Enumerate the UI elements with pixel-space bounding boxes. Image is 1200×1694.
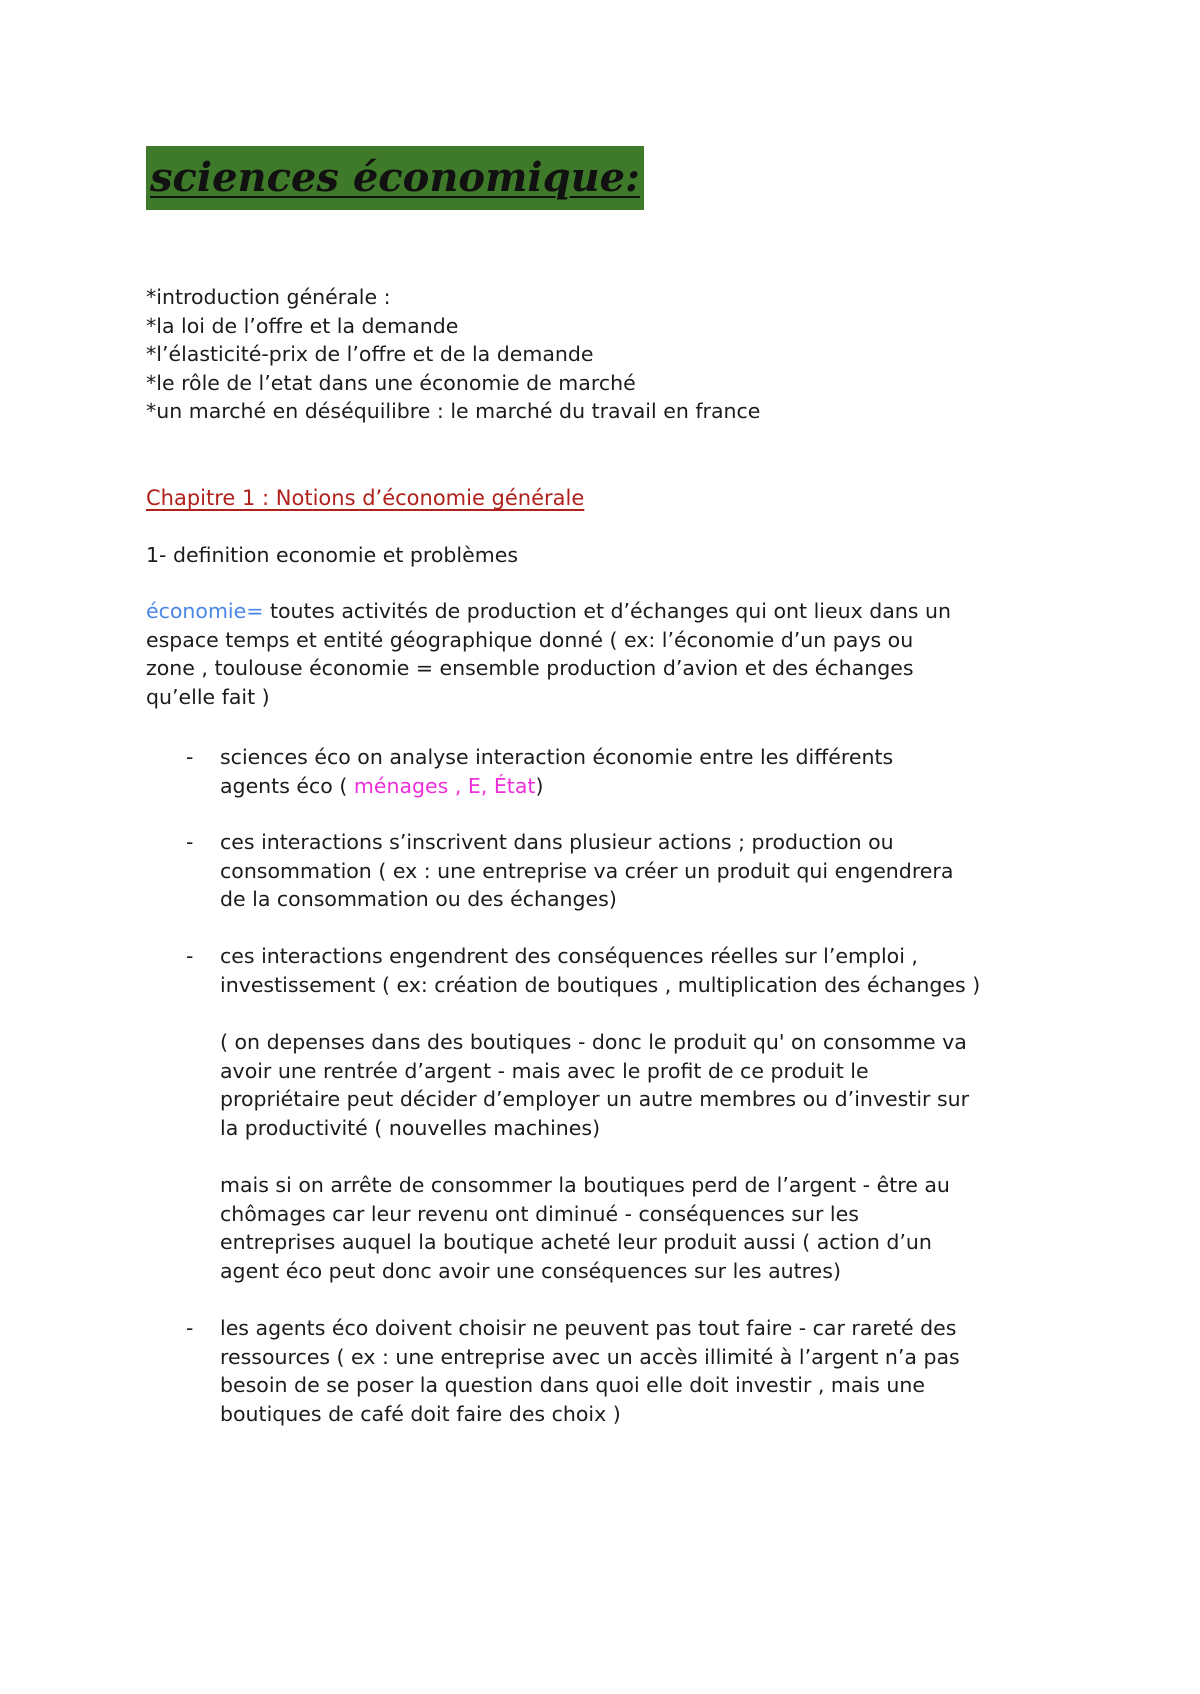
paragraph-line: entreprises auquel la boutique acheté leur produit aussi ( action d’un — [220, 1230, 932, 1254]
bullet-dash: - — [186, 944, 194, 968]
intro-item: *un marché en déséquilibre : le marché du travail en france — [146, 399, 761, 423]
bullet-dash: - — [186, 1316, 194, 1340]
definition-line: zone , toulouse économie = ensemble production d’avion et des échanges — [146, 656, 914, 680]
bullet-line: ces interactions engendrent des conséquences réelles sur l’emploi , — [220, 944, 918, 968]
bullet-line: besoin de se poser la question dans quoi elle doit investir , mais une — [220, 1373, 925, 1397]
paragraph-line: propriétaire peut décider d’employer un autre membres ou d’investir sur — [220, 1087, 970, 1111]
bullet-subparagraph — [220, 1028, 1100, 1142]
chapter-heading: Chapitre 1 : Notions d’économie générale — [146, 486, 585, 510]
paragraph-line: la productivité ( nouvelles machines) — [220, 1115, 601, 1140]
definition-line: qu’elle fait ) — [146, 684, 270, 709]
definition-line: espace temps et entité géographique donné ( ex: l’économie d’un pays ou — [146, 627, 914, 652]
bullet-subparagraph — [220, 1171, 1100, 1285]
bullet-line: de la consommation ou des échanges) — [220, 887, 617, 911]
bullet-line: les agents éco doivent choisir ne peuvent pas tout faire - car rareté des — [220, 1316, 957, 1340]
intro-item: *la loi de l’offre et la demande — [146, 313, 459, 338]
bullet-text: ) — [535, 773, 544, 798]
section-heading: 1- definition economie et problèmes — [146, 543, 519, 567]
bullet-line: ces interactions s’inscrivent dans plusieur actions ; production ou — [220, 830, 894, 854]
bullet-dash: - — [186, 830, 194, 854]
bullet-line: sciences éco on analyse interaction économie entre les différents — [220, 745, 894, 769]
bullet-line: ressources ( ex : une entreprise avec un accès illimité à l’argent n’a pas — [220, 1344, 960, 1369]
definition-line — [146, 597, 1066, 626]
bullet-line: consommation ( ex : une entreprise va créer un produit qui engendrera — [220, 858, 954, 883]
paragraph-line: agent éco peut donc avoir une conséquences sur les autres) — [220, 1258, 841, 1283]
bullet-dash: - — [186, 745, 194, 769]
bullet-line — [220, 772, 1100, 801]
intro-item: *l’élasticité-prix de l’offre et de la demande — [146, 342, 594, 366]
paragraph-line: ( on depenses dans des boutiques - donc le produit qu' on consomme va — [220, 1030, 967, 1054]
intro-item: *le rôle de l’etat dans une économie de marché — [146, 370, 636, 395]
intro-list — [146, 283, 1066, 426]
definition-term: économie= — [146, 599, 264, 623]
bullet-text: agents éco ( — [220, 773, 354, 798]
intro-item: *introduction générale : — [146, 285, 391, 309]
definition-paragraph — [146, 597, 1066, 711]
agents-highlight: ménages , E, État — [353, 773, 536, 798]
definition-text: toutes activités de production et d’échanges qui ont lieux dans un — [263, 599, 951, 623]
paragraph-line: mais si on arrête de consommer la boutiques perd de l’argent - être au — [220, 1173, 950, 1197]
bullet-line: boutiques de café doit faire des choix ) — [220, 1401, 621, 1426]
page-title: sciences économique: — [146, 146, 644, 210]
bullet-line: investissement ( ex: création de boutiques , multiplication des échanges ) — [220, 972, 981, 997]
paragraph-line: chômages car leur revenu ont diminué - conséquences sur les — [220, 1201, 859, 1226]
paragraph-line: avoir une rentrée d’argent - mais avec le profit de ce produit le — [220, 1058, 869, 1083]
